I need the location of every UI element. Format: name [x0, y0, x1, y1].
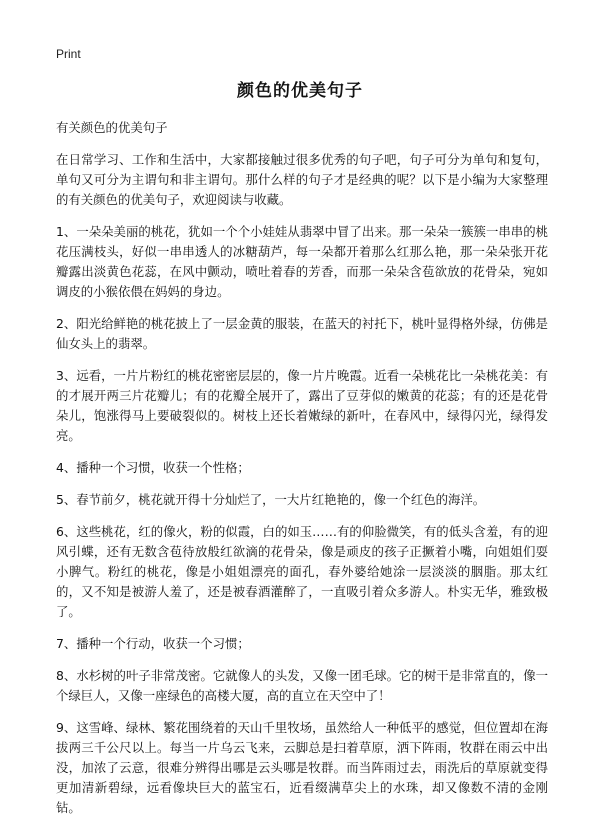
sentence-paragraph-3: 3、远看，一片片粉红的桃花密密层层的，像一片片晚霞。近看一朵桃花比一朵桃花美：有的才展开两三片花瓣儿；有的花瓣全展开了，露出了豆芽似的嫩黄的花蕊；有的还是花骨朵儿，饱涨得马上要破裂似的。树枝上还长着嫩绿的新叶，在春风中，绿得闪光，绿得发亮。	[56, 368, 548, 443]
sentence-paragraph-4: 4、播种一个习惯，收获一个性格；	[56, 460, 250, 475]
sentence-paragraph-7: 7、播种一个行动，收获一个习惯；	[56, 636, 250, 651]
page-title: 颜色的优美句子	[237, 81, 363, 101]
intro-paragraph: 在日常学习、工作和生活中，大家都接触过很多优秀的句子吧，句子可分为单句和复句，单句又可分为主谓句和非主谓句。那什么样的句子才是经典的呢？以下是小编为大家整理的有关颜色的优美句子，欢迎阅读与收藏。	[56, 152, 548, 207]
sentence-paragraph-5: 5、春节前夕，桃花就开得十分灿烂了，一大片红艳艳的，像一个红色的海洋。	[56, 492, 486, 507]
article-subtitle: 有关颜色的优美句子	[56, 120, 168, 135]
sentence-paragraph-6: 6、这些桃花，红的像火，粉的似霞，白的如玉……有的仰脸微笑，有的低头含羞，有的迎风引蝶，还有无数含苞待放般红欲滴的花骨朵，像是顽皮的孩子正撅着小嘴，向姐姐们耍小脾气。粉红的桃花，像是小姐姐漂亮的面孔，春外婆给她涂一层淡淡的胭脂。那太红的，又不知是被游人羞了，还是被春酒灌醉了，一直吸引着众多游人。朴实无华，雅致极了。	[56, 524, 548, 619]
sentence-paragraph-2: 2、阳光给鲜艳的桃花披上了一层金黄的服装，在蓝天的衬托下，桃叶显得格外绿，仿佛是仙女头上的翡翠。	[56, 316, 548, 351]
sentence-paragraph-8: 8、水杉树的叶子非常茂密。它就像人的头发，又像一团毛球。它的树干是非常直的，像一个绿巨人，又像一座绿色的高楼大厦，高的直立在天空中了！	[56, 668, 548, 703]
print-link[interactable]: Print	[56, 47, 81, 61]
sentence-paragraph-9: 9、这雪峰、绿林、繁花围绕着的天山千里牧场，虽然给人一种低平的感觉，但位置却在海拔两三千公尺以上。每当一片乌云飞来，云脚总是扫着草原，洒下阵雨，牧群在雨云中出没，加浓了云意，很难分辨得出哪是云头哪是牧群。而当阵雨过去，雨洗后的草原就变得更加清新碧绿，远看像块巨大的蓝宝石，近看缀满草尖上的水珠，却又像数不清的金刚钻。	[56, 720, 548, 815]
sentence-paragraph-1: 1、一朵朵美丽的桃花，犹如一个个小娃娃从翡翠中冒了出来。那一朵朵一簇簇一串串的桃花压满枝头，好似一串串透人的冰糖葫芦，每一朵都开着那么红那么艳，那一朵朵张开花瓣露出淡黄色花蕊，在风中颤动，喷吐着春的芳香，而那一朵朵含苞欲放的花骨朵，宛如调皮的小猴依偎在妈妈的身边。	[56, 224, 548, 299]
article-body	[56, 118, 548, 830]
